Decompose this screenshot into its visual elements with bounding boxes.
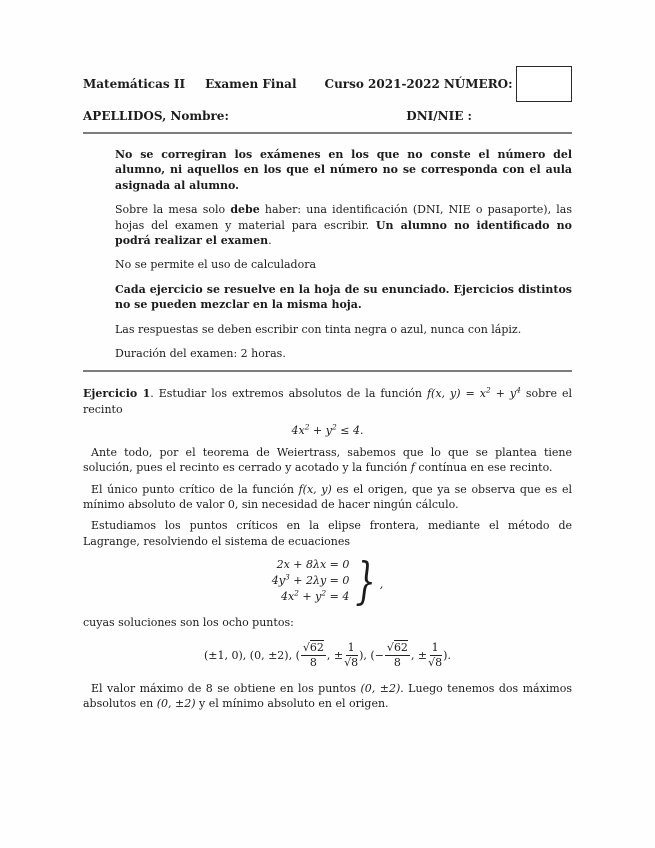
numero-fill-box xyxy=(516,66,572,102)
radicand-62: 62 xyxy=(309,640,324,654)
eq2-part-1: 4y xyxy=(271,573,285,587)
sqrt-sign: √ xyxy=(302,640,310,654)
conclusion-text-2: . Luego tenemos dos máximos absolutos en xyxy=(83,681,572,711)
conclusion-math-2: (0, ±2) xyxy=(156,697,196,711)
exercise-label: Ejercicio 1 xyxy=(83,387,151,401)
instr-p2-bold-identificado: Un alumno no identificado no podrá realizar el examen xyxy=(115,218,572,248)
fraction-sqrt62-over-8 xyxy=(301,642,326,669)
dni-label: DNI/NIE : xyxy=(406,109,472,123)
conclusion-math-1: (0, ±2) xyxy=(360,681,401,695)
constraint-part-2: + y xyxy=(309,424,332,438)
fraction-1-denominator: 8 xyxy=(309,655,317,669)
radicand-8: 8 xyxy=(351,655,359,669)
sqrt-sign: √ xyxy=(428,655,436,669)
conclusion-text-1: El valor máximo de 8 se obtiene en los puntos xyxy=(91,681,361,695)
points-prefix: (±1, 0), (0, ±2), ( xyxy=(204,648,300,662)
header-divider-rule xyxy=(83,132,572,134)
fraction-sqrt62-over-8-negative xyxy=(385,642,410,669)
sol-p2-text-2: es el origen, que ya se observa que es el mínimo absoluto de valor 0, sin necesidad de hacer ningún cálculo. xyxy=(83,482,572,511)
constraint-equation xyxy=(83,423,572,438)
instr-p2-text-1: Sobre la mesa solo xyxy=(115,203,231,217)
function-definition-math xyxy=(427,387,521,400)
eq2-part-2: + 2λy = 0 xyxy=(289,573,350,587)
solution-critical-point-paragraph xyxy=(83,482,572,513)
system-equation-1: 2x + 8λx = 0 xyxy=(276,558,350,572)
instructions-divider-rule xyxy=(83,370,572,372)
constraint-part-1: 4x xyxy=(291,424,305,438)
points-suffix: ). xyxy=(443,648,451,662)
system-equation-3 xyxy=(272,589,350,605)
conclusion-text-3: y el mínimo absoluto en el origen. xyxy=(195,697,389,711)
fn-exponent-2: 2 xyxy=(485,385,491,395)
points-mid-2: ), (− xyxy=(359,648,384,662)
instr-p2-text-3: . xyxy=(268,234,272,248)
instruction-same-sheet: Cada ejercicio se resuelve en la hoja de su enunciado. Ejercicios distintos no se pueden mezclar en la misma hoja. xyxy=(115,282,572,312)
fn-exponent-4: 4 xyxy=(516,385,521,395)
eq2-exp: 3 xyxy=(284,572,290,582)
fraction-4-numerator: 1 xyxy=(431,640,439,654)
fraction-1-over-sqrt8-second xyxy=(428,642,442,669)
exercise-statement xyxy=(83,386,572,417)
exam-type-title: Examen Final xyxy=(205,77,297,91)
exercise-intro-text-1: . Estudiar los extremos absolutos de la función xyxy=(150,387,427,401)
sol-p2-text-1: El único punto crítico de la función xyxy=(91,482,299,496)
header-title-row xyxy=(83,66,572,102)
radicand-62: 62 xyxy=(393,640,408,654)
exercise-body xyxy=(83,386,572,711)
exercise-intro-text-2: sobre el recinto xyxy=(83,387,572,416)
fraction-1-over-sqrt8 xyxy=(344,642,358,669)
eq3-part-3: = 4 xyxy=(326,589,350,603)
fraction-2-denominator xyxy=(344,656,358,669)
points-mid-1: , ± xyxy=(326,648,344,662)
fraction-1-numerator xyxy=(301,642,326,656)
sol-p1-text-1: Ante todo, por el teorema de Weiertrass, sabemos que lo que se plantea tiene solución, pues el recinto es cerrado y acotado y la función xyxy=(83,445,572,475)
eq3-part-1: 4x xyxy=(280,589,295,603)
fraction-3-denominator: 8 xyxy=(393,655,401,669)
constraint-part-3: ≤ 4. xyxy=(336,424,364,438)
sol-p2-math-fxy: f(x, y) xyxy=(298,482,332,496)
instruction-no-number: No se corregiran los exámenes en los que no conste el número del alumno, ni aquellos en los que el número no se corresponda con el aula asignada al alumno. xyxy=(115,148,572,192)
eq3-exp-2: 2 xyxy=(321,588,327,598)
right-brace-symbol: } xyxy=(355,551,376,611)
apellidos-label: APELLIDOS, Nombre: xyxy=(83,109,229,123)
eq3-part-2: + y xyxy=(298,589,322,603)
fraction-2-numerator: 1 xyxy=(347,640,355,654)
system-equation-2 xyxy=(272,573,350,589)
solutions-lead-in: cuyas soluciones son los ocho puntos: xyxy=(83,615,294,629)
sqrt-sign: √ xyxy=(386,640,394,654)
fraction-3-numerator xyxy=(385,642,410,656)
instruction-duration: Duración del examen: 2 horas. xyxy=(115,347,286,361)
instructions-block xyxy=(115,147,572,361)
constraint-exp-1: 2 xyxy=(304,422,310,432)
solution-weierstrass-paragraph xyxy=(83,445,572,476)
lagrange-equation-system xyxy=(83,551,572,611)
instr-p2-text-2: haber: una identificación (DNI, NIE o pasaporte), las hojas del examen y material para escribir. xyxy=(115,203,572,232)
constraint-exp-2: 2 xyxy=(331,422,337,432)
course-year-label: Curso 2021-2022 xyxy=(324,77,440,91)
header-name-row xyxy=(83,109,572,123)
instruction-desk-items xyxy=(115,202,572,248)
fraction-4-denominator xyxy=(428,656,442,669)
solution-lagrange-paragraph: Estudiamos los puntos críticos en la elipse frontera, mediante el método de Lagrange, resolviendo el sistema de ecuaciones xyxy=(83,519,572,548)
eq3-exp-1: 2 xyxy=(294,588,299,598)
sol-p1-math-f: f xyxy=(410,461,415,475)
page-content xyxy=(83,66,572,718)
solution-points-equation xyxy=(83,642,572,669)
points-mid-3: , ± xyxy=(410,648,428,662)
fn-math-part-2: + y xyxy=(490,387,517,401)
fn-math-part-1: f(x, y) = x xyxy=(426,387,486,401)
instr-p2-bold-debe: debe xyxy=(230,203,260,217)
instruction-no-calculator: No se permite el uso de calculadora xyxy=(115,258,317,272)
system-trailing-comma: , xyxy=(379,578,384,592)
instruction-ink-color: Las respuestas se deben escribir con tinta negra o azul, nunca con lápiz. xyxy=(115,322,522,336)
radicand-8: 8 xyxy=(435,655,443,669)
system-equations-column xyxy=(272,557,350,604)
conclusion-paragraph xyxy=(83,681,572,712)
numero-label: NÚMERO: xyxy=(443,77,513,91)
sol-p1-text-2: contínua en ese recinto. xyxy=(414,461,553,475)
course-title: Matemáticas II xyxy=(83,77,186,91)
sqrt-sign: √ xyxy=(344,655,352,669)
